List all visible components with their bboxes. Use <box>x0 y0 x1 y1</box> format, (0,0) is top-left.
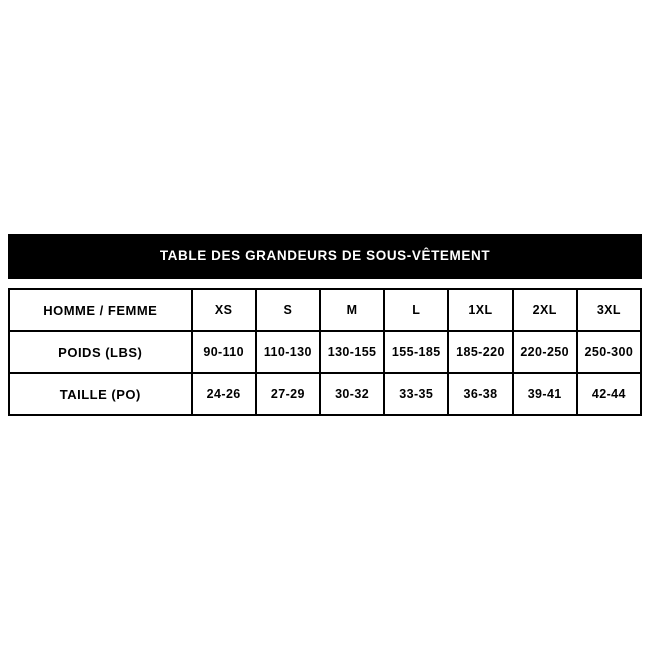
column-header-size-s: S <box>256 289 320 331</box>
cell-waist-1xl: 36-38 <box>448 373 512 415</box>
cell-waist-xs: 24-26 <box>192 373 256 415</box>
column-header-size-1xl: 1XL <box>448 289 512 331</box>
column-header-size-m: M <box>320 289 384 331</box>
row-label-weight: POIDS (LBS) <box>9 331 192 373</box>
cell-waist-m: 30-32 <box>320 373 384 415</box>
cell-weight-s: 110-130 <box>256 331 320 373</box>
cell-weight-xs: 90-110 <box>192 331 256 373</box>
cell-waist-2xl: 39-41 <box>513 373 577 415</box>
table-row-weight <box>9 331 641 373</box>
title-row <box>8 234 642 279</box>
column-header-size-l: L <box>384 289 448 331</box>
cell-weight-m: 130-155 <box>320 331 384 373</box>
chart-title: TABLE DES GRANDEURS DE SOUS-VÊTEMENT <box>8 234 642 279</box>
column-header-size-2xl: 2XL <box>513 289 577 331</box>
cell-weight-2xl: 220-250 <box>513 331 577 373</box>
size-chart-table <box>8 288 642 416</box>
column-header-size-xs: XS <box>192 289 256 331</box>
table-row-header <box>9 289 641 331</box>
row-label-waist: TAILLE (PO) <box>9 373 192 415</box>
cell-waist-l: 33-35 <box>384 373 448 415</box>
cell-weight-1xl: 185-220 <box>448 331 512 373</box>
column-header-size-3xl: 3XL <box>577 289 641 331</box>
size-chart-title-banner <box>8 234 642 279</box>
cell-waist-s: 27-29 <box>256 373 320 415</box>
table-row-waist <box>9 373 641 415</box>
cell-waist-3xl: 42-44 <box>577 373 641 415</box>
cell-weight-l: 155-185 <box>384 331 448 373</box>
cell-weight-3xl: 250-300 <box>577 331 641 373</box>
column-header-gender: HOMME / FEMME <box>9 289 192 331</box>
